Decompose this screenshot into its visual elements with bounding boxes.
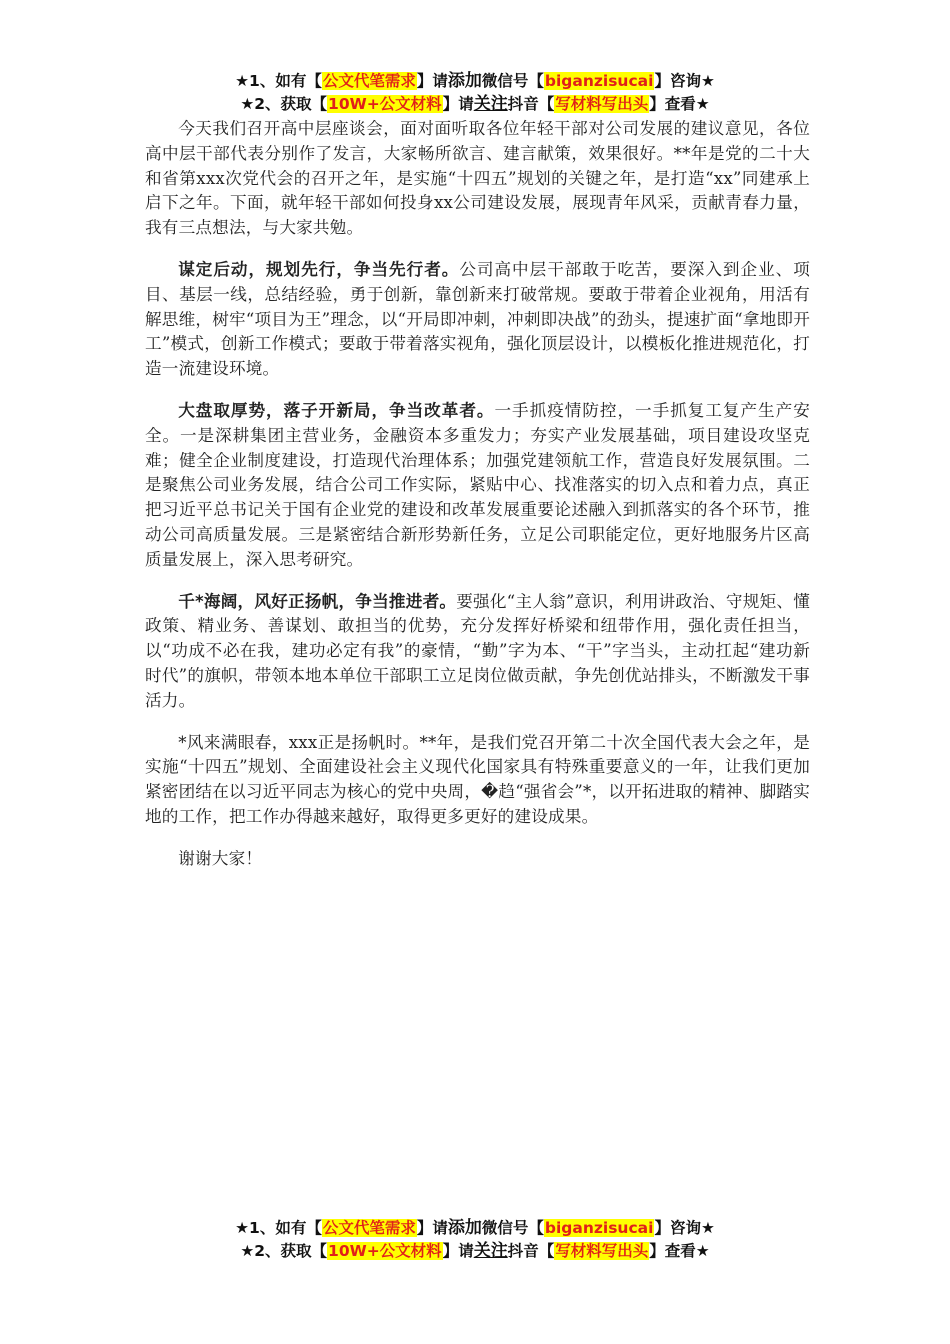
banner-line-1 xyxy=(0,1217,950,1240)
banner-text: 】咨询★ xyxy=(654,72,715,90)
banner-highlight: 写材料写出头 xyxy=(555,1242,649,1260)
banner-highlight: biganzisucai xyxy=(544,1219,654,1237)
banner-line-2 xyxy=(0,93,950,116)
header-banner xyxy=(0,70,950,116)
banner-text: 】请 xyxy=(442,1242,474,1260)
point-2-body: 一手抓疫情防控，一手抓复工复产生产安全。一是深耕集团主营业务，金融资本多重发力；夯实产业发展基础，项目建设攻坚克难；健全企业制度建设，打造现代治理体系；加强党建领航工作，营造良好发展氛围。二是聚焦公司业务发展，结合公司工作实际，紧贴中心、找准落实的切入点和着力点，真正把习近平总书记关于国有企业党的建设和改革发展重要论述融入到抓落实的各个环节，推动公司高质量发展。三是紧密结合新形势新任务，立足公司职能定位，更好地服务片区高质量发展上，深入思考研究。 xyxy=(145,400,810,569)
banner-text: ★1、如有【 xyxy=(235,1219,322,1237)
banner-text: ★2、获取【 xyxy=(240,1242,328,1260)
banner-text: 微信号【 xyxy=(481,1219,544,1237)
closing-paragraph: *风来满眼春，xxx正是扬帆时。**年，是我们党召开第二十次全国代表大会之年，是实施“十四五”规划、全面建设社会主义现代化国家具有特殊重要意义的一年，让我们更加紧密团结在以习近平同志为核心的党中央周，�趋“强省会”*，以开拓进取的精神、脚踏实地的工作，把工作办得越来越好，取得更多更好的建设成果。 xyxy=(145,732,810,826)
banner-emphasis: 添加 xyxy=(447,71,482,91)
banner-text: 微信号【 xyxy=(481,72,544,90)
point-1-heading: 谋定后动，规划先行，争当先行者。 xyxy=(178,259,460,279)
point-3-body: 要强化“主人翁”意识，利用讲政治、守规矩、懂政策、精业务、善谋划、敢担当的优势，充分发挥好桥梁和纽带作用，强化责任担当，以“功成不必在我，建功必定有我”的豪情，“勤”字为本、“干”字当头，主动扛起“建功新时代”的旗帜，带领本地本单位干部职工立足岗位做贡献，争先创优站排头，不断激发干事活力。 xyxy=(145,591,811,710)
point-1-body: 公司高中层干部敢于吃苦，要深入到企业、项目、基层一线，总结经验，勇于创新，靠创新来打破常规。要敢于带着企业视角，用活有解思维，树牢“项目为王”理念，以“开局即冲刺，冲刺即决战”的劲头，提速扩面“拿地即开工”模式，创新工作模式；要敢于带着落实视角，强化顶层设计，以模板化推进规范化，打造一流建设环境。 xyxy=(145,259,811,379)
point-2-paragraph xyxy=(145,399,810,573)
banner-highlight: 公文代笔需求 xyxy=(322,1219,416,1237)
document-body xyxy=(145,117,810,889)
banner-text: 】咨询★ xyxy=(654,1219,715,1237)
banner-highlight: 写材料写出头 xyxy=(555,95,649,113)
banner-highlight: 公文代笔需求 xyxy=(322,72,416,90)
banner-highlight: 10W+公文材料 xyxy=(328,1242,442,1260)
point-3-paragraph xyxy=(145,590,810,714)
banner-emphasis: 关注 xyxy=(473,94,508,114)
banner-highlight: biganzisucai xyxy=(544,72,654,90)
banner-text: ★1、如有【 xyxy=(235,72,322,90)
point-3-heading: 千*海阔，风好正扬帆，争当推进者。 xyxy=(178,591,457,611)
banner-text: 】查看★ xyxy=(649,95,710,113)
point-1-paragraph xyxy=(145,258,810,382)
footer-banner xyxy=(0,1217,950,1263)
banner-line-2 xyxy=(0,1240,950,1263)
banner-emphasis: 关注 xyxy=(473,1241,508,1261)
banner-emphasis: 添加 xyxy=(447,1218,482,1238)
banner-text: 抖音【 xyxy=(507,1242,555,1260)
banner-text: 抖音【 xyxy=(507,95,555,113)
thanks-paragraph: 谢谢大家！ xyxy=(178,848,263,868)
point-2-heading: 大盘取厚势，落子开新局，争当改革者。 xyxy=(178,400,495,420)
banner-highlight: 10W+公文材料 xyxy=(328,95,442,113)
banner-text: 】请 xyxy=(416,72,448,90)
banner-line-1 xyxy=(0,70,950,93)
banner-text: 】查看★ xyxy=(649,1242,710,1260)
banner-text: 】请 xyxy=(442,95,474,113)
banner-text: 】请 xyxy=(416,1219,448,1237)
intro-paragraph: 今天我们召开高中层座谈会，面对面听取各位年轻干部对公司发展的建议意见，各位高中层干部代表分别作了发言，大家畅所欲言、建言献策，效果很好。**年是党的二十大和省第xxx次党代会的召开之年，是实施“十四五”规划的关键之年，是打造“xx”同建承上启下之年。下面，就年轻干部如何投身xx公司建设发展，展现青年风采，贡献青春力量，我有三点想法，与大家共勉。 xyxy=(145,119,810,238)
banner-text: ★2、获取【 xyxy=(240,95,328,113)
